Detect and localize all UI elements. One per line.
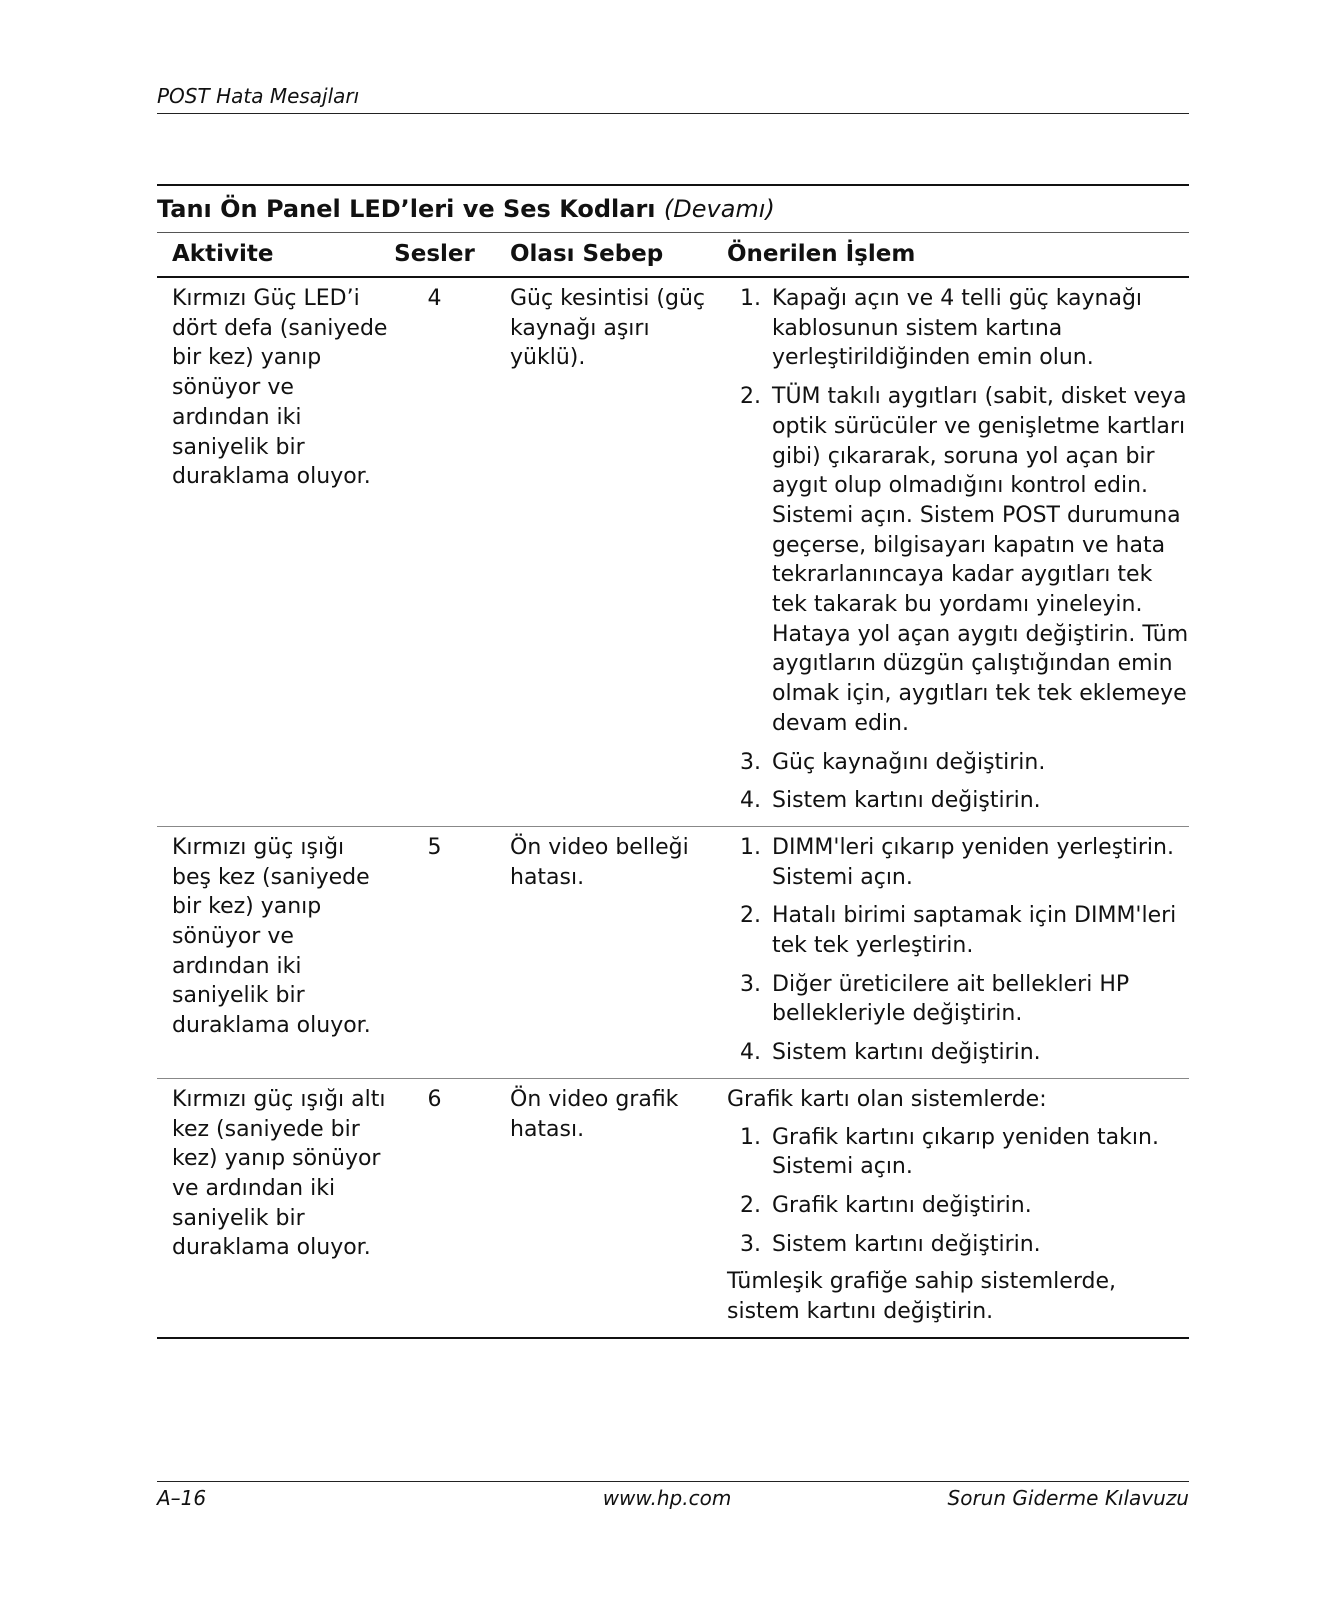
step-text: DIMM'leri çıkarıp yeniden yerleştirin. Sistemi açın.: [772, 834, 1174, 890]
action-step: [727, 901, 1189, 960]
beeps-cell: 5: [389, 826, 494, 1078]
action-outro: Tümleşik grafiğe sahip sistemlerde, sistem kartını değiştirin.: [727, 1269, 1116, 1325]
footer-guide-title: Sorun Giderme Kılavuzu: [947, 1486, 1189, 1510]
action-step: [727, 1123, 1189, 1182]
step-number: 1.: [740, 834, 761, 860]
diagnostic-table-section: [157, 184, 1189, 1339]
diagnostic-table: [157, 232, 1189, 1339]
page-number: A–16: [157, 1486, 207, 1510]
beeps-cell: 4: [389, 277, 494, 826]
step-number: 1.: [740, 1124, 761, 1150]
action-steps-list: [727, 284, 1189, 816]
step-text: Diğer üreticilere ait bellekleri HP bellekleriyle değiştirin.: [772, 971, 1130, 1027]
step-text: Güç kaynağını değiştirin.: [772, 749, 1046, 775]
action-step: [727, 1230, 1189, 1260]
step-number: 2.: [740, 1192, 761, 1218]
step-number: 2.: [740, 384, 761, 410]
step-text: Sistem kartını değiştirin.: [772, 1231, 1041, 1257]
step-text: Grafik kartını çıkarıp yeniden takın. Sistemi açın.: [772, 1124, 1159, 1180]
step-text: Sistem kartını değiştirin.: [772, 1040, 1041, 1066]
step-text: Hatalı birimi saptamak için DIMM'leri tek tek yerleştirin.: [772, 903, 1177, 959]
action-step: [727, 382, 1189, 738]
cause-cell: Ön video grafik hatası.: [494, 1078, 727, 1337]
step-text: Sistem kartını değiştirin.: [772, 788, 1041, 814]
step-number: 4.: [740, 788, 761, 814]
action-intro: Grafik kartı olan sistemlerde:: [727, 1086, 1047, 1112]
table-header-row: [157, 233, 1189, 278]
running-header: POST Hata Mesajları: [157, 84, 360, 108]
action-cell: [727, 277, 1189, 826]
action-step: [727, 833, 1189, 892]
step-text: Grafik kartını değiştirin.: [772, 1192, 1032, 1218]
table-row: [157, 826, 1189, 1078]
step-number: 1.: [740, 286, 761, 311]
activity-cell: Kırmızı güç ışığı altı kez (saniyede bir kez) yanıp sönüyor ve ardından iki saniyelik bir duraklama oluyor.: [157, 1078, 389, 1337]
beeps-cell: 6: [389, 1078, 494, 1337]
step-number: 2.: [740, 903, 761, 929]
action-step: [727, 1191, 1189, 1221]
action-cell: [727, 1078, 1189, 1337]
action-cell: [727, 826, 1189, 1078]
action-step: [727, 970, 1189, 1029]
cause-cell: Ön video belleği hatası.: [494, 826, 727, 1078]
column-header-cause: Olası Sebep: [494, 233, 727, 278]
activity-cell: Kırmızı Güç LED’i dört defa (saniyede bir kez) yanıp sönüyor ve ardından iki saniyelik bir duraklama oluyor.: [157, 277, 389, 826]
step-number: 3.: [740, 1231, 761, 1257]
table-title-text: Tanı Ön Panel LED’leri ve Ses Kodları: [157, 195, 656, 223]
column-header-beeps: Sesler: [389, 233, 494, 278]
step-number: 4.: [740, 1040, 761, 1066]
table-row: [157, 1078, 1189, 1337]
footer-rule: [157, 1481, 1189, 1482]
step-number: 3.: [740, 971, 761, 997]
table-title-continued: (Devamı): [663, 195, 775, 223]
step-text: TÜM takılı aygıtları (sabit, disket veya optik sürücüler ve genişletme kartları gibi) çıkararak, soruna yol açan bir aygıt olup olmadığını kontrol edin. Sistemi açın. Sistem POST durumuna geçerse, bilgisayarı kapatın ve hata tekrarlanıncaya kadar aygıtları tek tek takarak bu yordamı yineleyin. Hataya yol açan aygıtı değiştirin. Tüm aygıtların düzgün çalıştığından emin olmak için, aygıtları tek tek eklemeye devam edin.: [772, 384, 1189, 736]
step-text: Kapağı açın ve 4 telli güç kaynağı kablosunun sistem kartına yerleştirildiğinden emin olun.: [772, 286, 1143, 371]
action-steps-list: [727, 1123, 1189, 1260]
action-step: [727, 284, 1189, 373]
action-step: [727, 786, 1189, 816]
table-row: [157, 277, 1189, 826]
header-rule: [157, 113, 1189, 114]
action-step: [727, 1038, 1189, 1068]
activity-cell: Kırmızı güç ışığı beş kez (saniyede bir kez) yanıp sönüyor ve ardından iki saniyelik bir duraklama oluyor.: [157, 826, 389, 1078]
action-step: [727, 748, 1189, 778]
column-header-activity: Aktivite: [157, 233, 389, 278]
step-number: 3.: [740, 749, 761, 775]
action-steps-list: [727, 833, 1189, 1068]
table-title: [157, 184, 1189, 232]
cause-cell: Güç kesintisi (güç kaynağı aşırı yüklü).: [494, 277, 727, 826]
footer-url: www.hp.com: [602, 1486, 732, 1510]
column-header-action: Önerilen İşlem: [727, 233, 1189, 278]
